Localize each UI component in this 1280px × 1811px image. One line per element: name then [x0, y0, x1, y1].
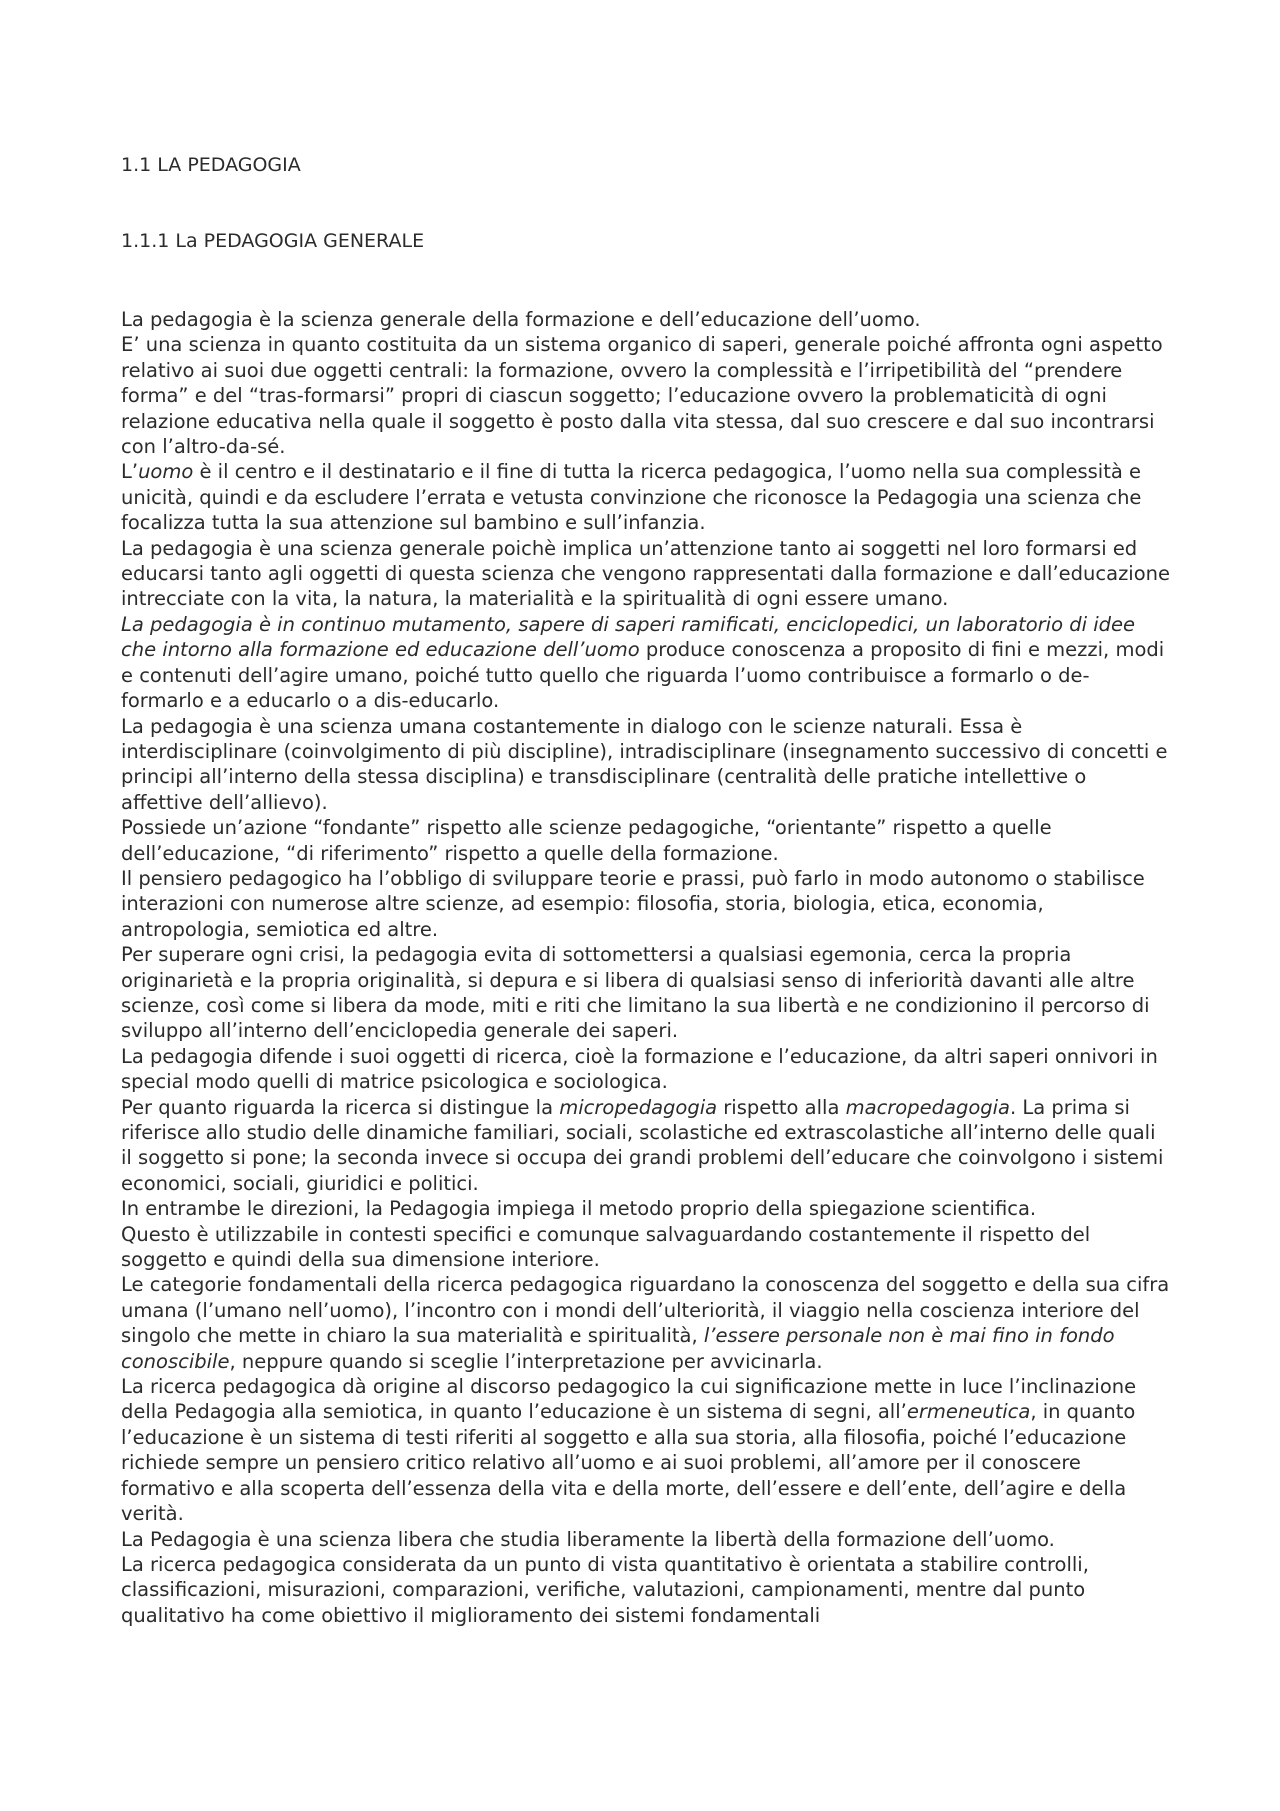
document-content: [121, 152, 1171, 1628]
body-text: [121, 307, 1171, 1628]
italic-text: La pedagogia è in continuo mutamento, sapere di saperi ramificati, enciclopedici, un laboratorio di idee che intorno alla formazione ed educazione dell’uomo: [121, 612, 1135, 662]
paragraph-text: . La prima si riferisce allo studio delle dinamiche familiari, sociali, scolastiche ed extrascolastiche all’interno delle quali il soggetto si pone; la seconda invece si occupa dei grandi problemi dell’educare che coinvolgono i sistemi economici, sociali, giuridici e politici.: [121, 1095, 1164, 1195]
paragraph: [121, 1527, 1171, 1552]
paragraph-text: L’: [121, 460, 139, 484]
paragraph-text: La pedagogia è la scienza generale della formazione e dell’educazione dell’uomo.: [121, 308, 921, 331]
paragraph-text: La pedagogia è una scienza generale poichè implica un’attenzione tanto ai soggetti nel loro formarsi ed educarsi tanto agli oggetti di questa scienza che vengono rappresentati dalla formazione e dall’educazione intrecciate con la vita, la natura, la materialità e la spiritualità di ogni essere umano.: [121, 536, 1171, 611]
paragraph: [121, 612, 1171, 714]
italic-text: macropedagogia: [845, 1095, 1010, 1119]
section-heading: 1.1 LA PEDAGOGIA: [121, 154, 301, 176]
paragraph-text: produce conoscenza a proposito di fini e mezzi, modi e contenuti dell’agire umano, poiché tutto quello che riguarda l’uomo contribuisce a formarlo o de-formarlo e a educarlo o a dis-educarlo.: [121, 638, 1165, 713]
paragraph-text: Le categorie fondamentali della ricerca pedagogica riguardano la conoscenza del soggetto e della sua cifra umana (l’umano nell’uomo), l’incontro con i mondi dell’ulteriorità, il viaggio nella coscienza interiore del singolo che mette in chiaro la sua materialità e spiritualità,: [121, 1273, 1170, 1348]
paragraph-text: , in quanto l’educazione è un sistema di testi riferiti al soggetto e alla sua storia, alla filosofia, poiché l’educazione richiede sempre un pensiero critico relativo all’uomo e ai suoi problemi, all’amore per il conoscere formativo e alla scoperta dell’essenza della vita e della morte, dell’essere e dell’ente, dell’agire e della verità.: [121, 1400, 1136, 1526]
italic-text: ermeneutica: [906, 1400, 1031, 1424]
paragraph-text: Questo è utilizzabile in contesti specifici e comunque salvaguardando costantemente il rispetto del soggetto e quindi della sua dimensione interiore.: [121, 1222, 1091, 1272]
paragraph: [121, 1222, 1171, 1273]
paragraph: [121, 714, 1171, 816]
paragraph-text: Possiede un’azione “fondante” rispetto alle scienze pedagogiche, “orientante” rispetto a quelle dell’educazione, “di riferimento” rispetto a quelle della formazione.: [121, 816, 1052, 865]
italic-text: micropedagogia: [559, 1095, 718, 1119]
paragraph: [121, 332, 1171, 459]
paragraph-text: è il centro e il destinatario e il fine di tutta la ricerca pedagogica, l’uomo nella sua complessità e unicità, quindi e da escludere l’errata e vetusta convinzione che riconosce la Pedagogia una scienza che focalizza tutta la sua attenzione sul bambino e sull’infanzia.: [121, 460, 1142, 535]
paragraph-text: In entrambe le direzioni, la Pedagogia impiega il metodo proprio della spiegazione scientifica.: [121, 1197, 1037, 1221]
paragraph-text: , neppure quando si sceglie l’interpretazione per avvicinarla.: [229, 1349, 823, 1373]
paragraph: [121, 307, 1171, 332]
paragraph: [121, 1095, 1171, 1197]
paragraph-text: Per superare ogni crisi, la pedagogia evita di sottomettersi a qualsiasi egemonia, cerca la propria originarietà e la propria originalità, si depura e si libera di qualsiasi senso di inferiorità davanti alle altre scienze, così come si libera da mode, miti e riti che limitano la sua libertà e ne condizionino il percorso di sviluppo all’interno dell’enciclopedia generale dei saperi.: [121, 943, 1150, 1043]
paragraph: [121, 1552, 1171, 1628]
paragraph-text: La Pedagogia è una scienza libera che studia liberamente la libertà della formazione dell’uomo.: [121, 1527, 1055, 1551]
italic-text: uomo: [138, 460, 194, 484]
paragraph-text: E’ una scienza in quanto costituita da un sistema organico di saperi, generale poiché affronta ogni aspetto relativo ai suoi due oggetti centrali: la formazione, ovvero la complessità e l’irripetibilità del “prendere forma” e del “tras-formarsi” propri di ciascun soggetto; l’educazione ovvero la problematicità di ogni relazione educativa nella quale il soggetto è posto dalla vita stessa, dal suo crescere e dal suo incontrarsi con l’altro-da-sé.: [121, 333, 1163, 459]
paragraph-text: Per quanto riguarda la ricerca si distingue la: [121, 1095, 560, 1119]
paragraph-text: La ricerca pedagogica dà origine al discorso pedagogico la cui significazione mette in luce l’inclinazione della Pedagogia alla semiotica, in quanto l’educazione è un sistema di segni, all’: [121, 1375, 1137, 1424]
subsection-heading: 1.1.1 La PEDAGOGIA GENERALE: [121, 230, 425, 252]
paragraph-text: La pedagogia difende i suoi oggetti di ricerca, cioè la formazione e l’educazione, da altri saperi onnivori in special modo quelli di matrice psicologica e sociologica.: [121, 1044, 1158, 1094]
italic-text: l’essere personale non è mai fino in fondo conoscibile: [121, 1324, 1115, 1373]
paragraph-text: rispetto alla: [717, 1095, 846, 1119]
paragraph: [121, 459, 1171, 535]
paragraph: [121, 942, 1171, 1044]
paragraph-text: Il pensiero pedagogico ha l’obbligo di sviluppare teorie e prassi, può farlo in modo autonomo o stabilisce interazioni con numerose altre scienze, ad esempio: filosofia, storia, biologia, etica, economia, antropologia, semiotica ed altre.: [121, 866, 1145, 941]
paragraph: [121, 1272, 1171, 1374]
paragraph: [121, 1196, 1171, 1221]
paragraph: [121, 815, 1171, 866]
paragraph-text: La ricerca pedagogica considerata da un punto di vista quantitativo è orientata a stabilire controlli, classificazioni, misurazioni, comparazioni, verifiche, valutazioni, campionamenti, mentre dal punto qualitativo ha come obiettivo il miglioramento dei sistemi fondamentali: [121, 1552, 1089, 1627]
paragraph-text: La pedagogia è una scienza umana costantemente in dialogo con le scienze naturali. Essa è interdisciplinare (coinvolgimento di più discipline), intradisciplinare (insegnamento successivo di concetti e principi all’interno della stessa disciplina) e transdisciplinare (centralità delle pratiche intellettive o affettive dell’allievo).: [121, 714, 1168, 814]
paragraph: [121, 1374, 1171, 1526]
paragraph: [121, 1044, 1171, 1095]
paragraph: [121, 536, 1171, 612]
paragraph: [121, 866, 1171, 942]
